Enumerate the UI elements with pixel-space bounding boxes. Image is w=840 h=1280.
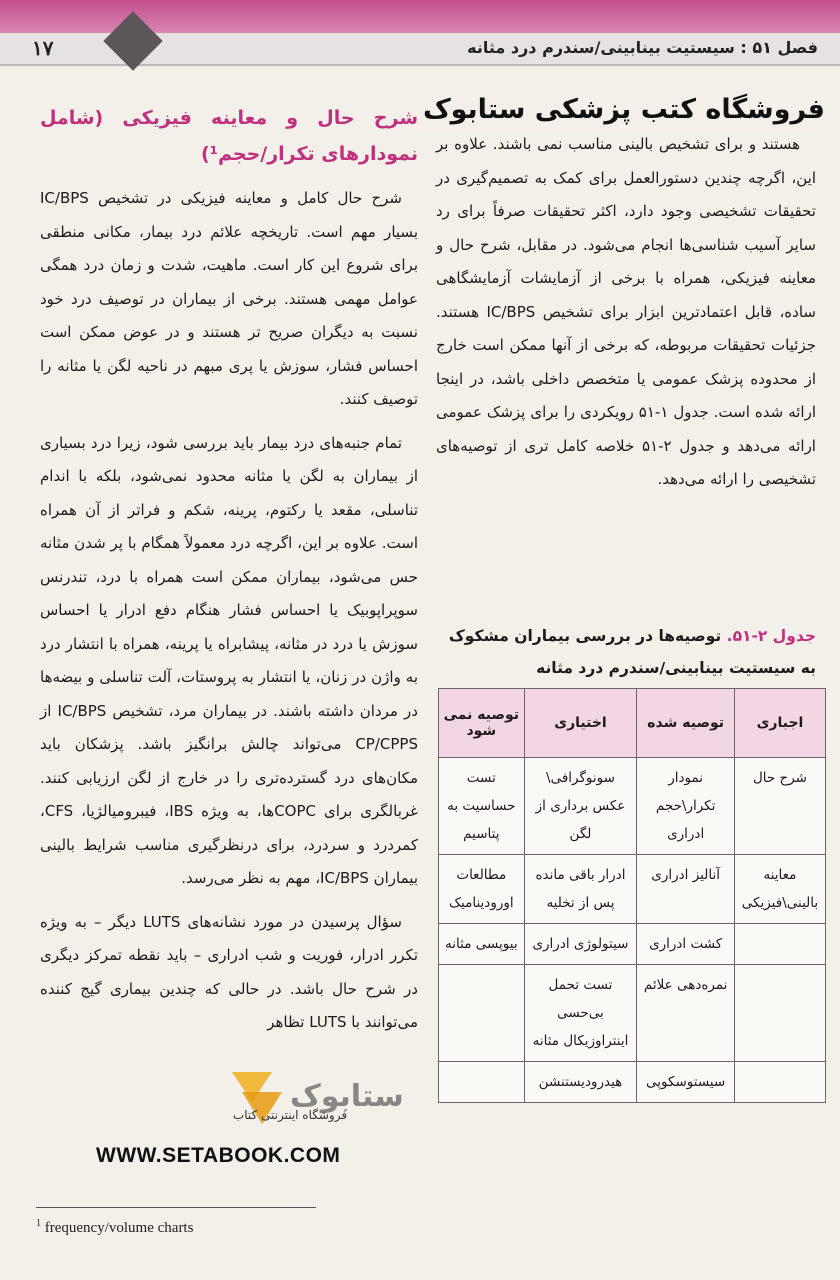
table-caption	[436, 620, 816, 684]
table-header-cell: توصیه شده	[637, 689, 735, 758]
table-cell	[734, 965, 825, 1062]
table-header-cell: اختیاری	[524, 689, 637, 758]
table-row	[439, 924, 826, 965]
table-header-cell: اجباری	[734, 689, 825, 758]
table-cell: ادرار باقی مانده پس از تخلیه	[524, 855, 637, 924]
setabook-logo-icon	[212, 1062, 404, 1146]
table-cell: سونوگرافی\ عکس برداری از لگن	[524, 758, 637, 855]
table-row	[439, 758, 826, 855]
recommendations-table	[438, 688, 826, 1103]
table-cell: نمره‌دهی علائم	[637, 965, 735, 1062]
table-cell: معاینه بالینی\فیزیکی	[734, 855, 825, 924]
section-heading: شرح حال و معاینه فیزیکی (شامل نمودارهای تکرار/حجم¹)	[40, 107, 418, 165]
table-row	[439, 1062, 826, 1103]
table-cell: شرح حال	[734, 758, 825, 855]
left-paragraph-2: تمام جنبه‌های درد بیمار باید بررسی شود، زیرا درد بسیاری از بیماران به لگن یا مثانه محدود نمی‌شود، بلکه با اندام تناسلی، مقعد یا رکتوم، پرینه، شکم و فراتر از آن همراه است. علاوه بر این، اگرچه درد معمولاً همگام با پر شدن مثانه حس می‌شود، بیماران ممکن است همراه با درد، تندرنس سوپراپوبیک یا احساس فشار هنگام دفع ادرار یا احساس سوزش یا درد در مثانه، پیشابراه یا پرینه، همراه با انتشار درد به واژن در زنان، یا انتشار به پروستات، آلت تناسلی و بیضه‌ها در مردان داشته باشند. در بیماران مرد، تشخیص IC/BPS از CP/CPPS می‌تواند چالش برانگیز باشد. پزشکان باید مکان‌های درد گسترده‌تری را در خارج از لگن ارزیابی کنند. غربالگری برای COPCها، به ویژه IBS، فیبرومیالژیا، CFS، کمردرد و سردرد، برای درنظرگیری مناسب شرایط بالینی بیماران IC/BPS، مهم به نظر می‌رسد.	[40, 433, 418, 887]
chapter-title: فصل ۵۱ : سیستیت بینابینی/سندرم درد مثانه	[467, 38, 818, 57]
table-cell: تست تحمل بی‌حسی اینتراوزیکال مثانه	[524, 965, 637, 1062]
left-paragraph-1: شرح حال کامل و معاینه فیزیکی در تشخیص IC/BPS بسیار مهم است. تاریخچه علائم درد بیمار، مکانی منطقی برای شروع این کار است. ماهیت، شدت و زمان درد همگی عوامل مهمی هستند. برخی از بیماران در توصیف درد خود نسبت به دیگران صریح تر هستند و در عوض ممکن است احساس فشار، سوزش یا پری مبهم در ناحیه لگن یا مثانه را توصیف کنند.	[40, 189, 418, 408]
table-header-cell: توصیه نمی شود	[439, 689, 525, 758]
table-cell	[734, 1062, 825, 1103]
table-caption-text: توصیه‌ها در بررسی بیماران مشکوک به سیستیت بینابینی/سندرم درد مثانه	[448, 627, 816, 677]
svg-text:ستابوک: ستابوک	[290, 1079, 404, 1114]
table-caption-number: جدول ۲-۵۱.	[726, 627, 816, 645]
table-cell	[439, 1062, 525, 1103]
table-cell	[439, 965, 525, 1062]
table-cell: سیستوسکوپی	[637, 1062, 735, 1103]
table-cell: مطالعات اورودینامیک	[439, 855, 525, 924]
footnote	[36, 1218, 193, 1237]
footnote-marker: 1	[36, 1218, 41, 1229]
table-cell: کشت ادراری	[637, 924, 735, 965]
footnote-text: frequency/volume charts	[44, 1220, 194, 1236]
left-paragraph-3: سؤال پرسیدن در مورد نشانه‌های LUTS دیگر – به ویژه تکرر ادرار، فوریت و شب ادراری – باید نقطه تمرکز دیگری در شرح حال باشد. در حالی که چندین بیماری گیج کننده می‌توانند با LUTS تظاهر	[40, 912, 418, 1031]
right-column	[436, 128, 816, 507]
table-cell: سیتولوژی ادراری	[524, 924, 637, 965]
table-cell: آنالیز ادراری	[637, 855, 735, 924]
store-banner: فروشگاه کتب پزشکی ستابوک	[400, 88, 825, 132]
table-row	[439, 965, 826, 1062]
page-number: ۱۷	[32, 38, 54, 60]
footnote-divider	[36, 1207, 316, 1208]
table-row	[439, 855, 826, 924]
table-cell: تست حساسیت به پتاسیم	[439, 758, 525, 855]
watermark-url: WWW.SETABOOK.COM	[96, 1144, 341, 1167]
table-cell	[734, 924, 825, 965]
table-header-row	[439, 689, 826, 758]
right-paragraph-1: هستند و برای تشخیص بالینی مناسب نمی باشند. علاوه بر این، اگرچه چندین دستورالعمل برای کمک به تصمیم‌گیری در تحقیقات تشخیصی وجود دارد، اکثر تحقیقات صرفاً برای رد سایر آسیب شناسی‌ها انجام می‌شود. در مقابل، شرح حال و معاینه فیزیکی، همراه با برخی از آزمایشات آزمایشگاهی ساده، قابل اعتمادترین ابزار برای تشخیص IC/BPS هستند. جزئیات تحقیقات مربوطه، که برخی از آنها ممکن است خارج از محدوده پزشک عمومی یا متخصص داخلی باشد، در اینجا ارائه شده است. جدول ۱-۵۱ رویکردی را برای پزشک عمومی ارائه می‌دهد و جدول ۲-۵۱ خلاصه کامل تری از توصیه‌های تشخیصی را ارائه می‌دهد.	[436, 135, 816, 488]
left-column	[40, 100, 418, 1050]
table-cell: هیدرودیستنشن	[524, 1062, 637, 1103]
table-cell: نمودار تکرار\حجم ادراری	[637, 758, 735, 855]
table-cell: بیوپسی مثانه	[439, 924, 525, 965]
watermark-subtitle: فروشگاه اینترنتی کتاب	[232, 1108, 348, 1122]
